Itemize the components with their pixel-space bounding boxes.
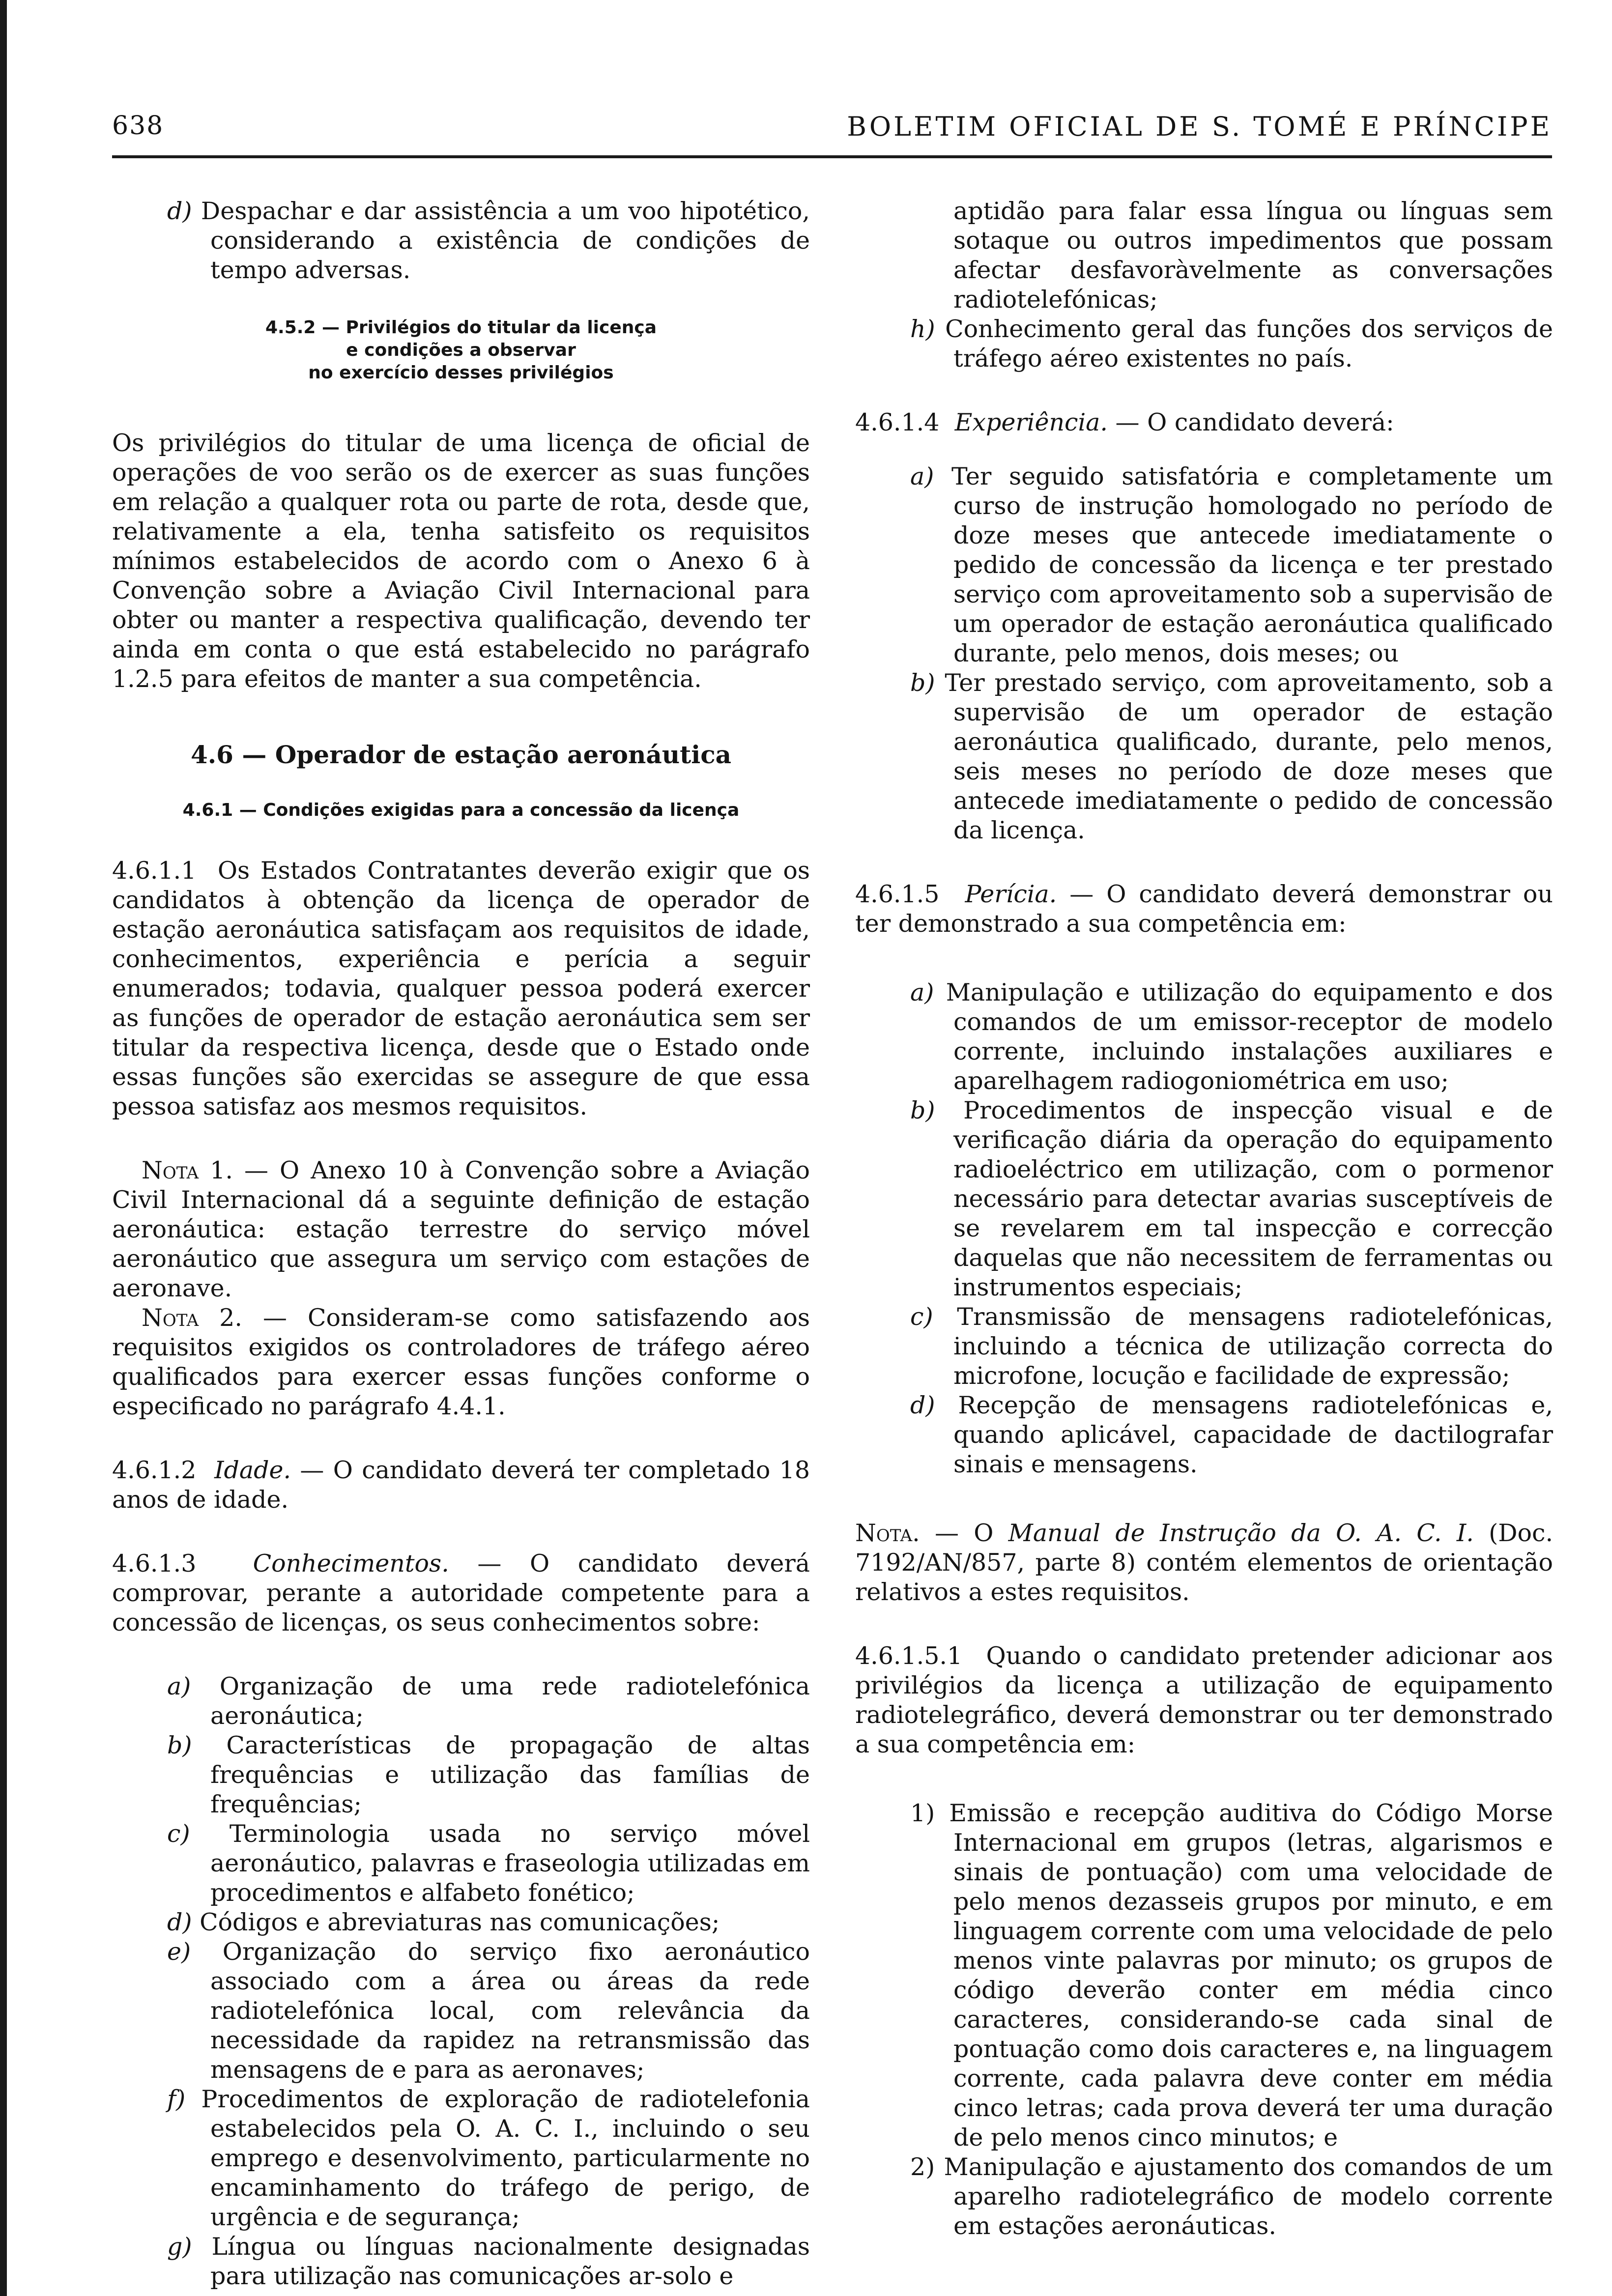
note-1 [112,1156,810,1303]
clause-number: 4.6.1.5.1 [855,1642,963,1670]
paragraph-4611 [112,856,810,1121]
knowledge-list [112,1672,810,2291]
heading-line: 4.5.2 — Privilégios do titular da licença [265,317,657,338]
journal-title: BOLETIM OFICIAL DE S. TOMÉ E PRÍNCIPE [847,111,1552,142]
heading-line: no exercício desses privilégios [308,363,614,383]
list-item [855,1302,1553,1391]
list-item [112,2232,810,2291]
list-item-continuation: aptidão para falar essa língua ou línguas sem sotaque ou outros impedimentos que possam afectar desfavoràvelmente as conversações radiotelefónicas; [953,197,1553,314]
left-column [112,197,810,2291]
clause-text: — O candidato deverá ter completado 18 anos de idade. [112,1456,810,1514]
item-letter: e) [167,1938,191,1966]
list-item [855,1799,1553,2152]
note [855,1519,1553,1607]
note-dash: — O [934,1519,994,1547]
right-column [855,197,1553,2241]
list-item [855,1391,1553,1479]
skill-list [855,978,1553,1479]
item-letter: d) [167,197,192,225]
item-letter: b) [910,1096,935,1124]
item-text: Manipulação e utilização do equipamento e dos comandos de um emissor-receptor de modelo corrente, incluindo instalações auxiliares e aparelhagem radiogoniométrica em uso; [946,978,1554,1095]
list-item [112,1908,810,1937]
list-item [855,2152,1553,2241]
note-text: — O Anexo 10 à Convenção sobre a Aviação Civil Internacional dá a seguinte definição de estação aeronáutica: estação terrestre do serviço móvel aeronáutico que assegura um serviço com estações de aeronave. [112,1156,810,1302]
list-item [112,1819,810,1908]
item-text: Língua ou línguas nacionalmente designadas para utilização nas comunicações ar-solo e [210,2233,810,2290]
paragraph-46151 [855,1641,1553,1759]
item-letter: d) [167,1908,192,1936]
item-text: Emissão e recepção auditiva do Código Morse Internacional em grupos (letras, algarismos e sinais de pontuação) com uma velocidade de pelo menos dezasseis grupos por minuto, e em linguagem corrente com uma velocidade de pelo menos vinte palavras por minuto; os grupos de código deverão conter em média cinco caracteres, considerando-se cada sinal de pontuação como dois caracteres e, na linguagem corrente, cada palavra deve conter em média cinco letras; cada prova deverá ter uma duração de pelo menos cinco minutos; e [949,1799,1553,2152]
paragraph-4615 [855,880,1553,939]
note-label: Nota 2. [142,1304,242,1332]
note-2 [112,1303,810,1421]
list-item [855,978,1553,1096]
scan-edge [0,0,7,2296]
clause-number: 4.6.1.1 [112,857,197,885]
clause-number: 4.6.1.4 [855,408,940,436]
item-letter: a) [910,978,934,1006]
paragraph-4612 [112,1456,810,1515]
clause-title: Conhecimentos. [253,1550,449,1578]
note-italic: Manual de Instrução da O. A. C. I. [1008,1519,1474,1547]
list-item [112,1672,810,1731]
note-label: Nota 1. [142,1156,233,1184]
paragraph-4613 [112,1549,810,1637]
item-text: Conhecimento geral das funções dos serviços de tráfego aéreo existentes no país. [945,315,1554,373]
page-header [112,107,1552,146]
item-letter: h) [910,315,935,343]
item-text: Recepção de mensagens radiotelefónicas e, quando aplicável, capacidade de dactilografar sinais e mensagens. [953,1391,1553,1478]
list-item [855,1096,1553,1302]
list-item [855,462,1553,668]
page-number: 638 [112,111,164,141]
list-item [112,2085,810,2232]
item-number: 2) [910,2153,935,2181]
item-letter: b) [910,669,935,697]
section-heading-461: 4.6.1 — Condições exigidas para a concessão da licença [182,800,740,820]
item-text: Procedimentos de inspecção visual e de verificação diária da operação do equipamento radioeléctrico em utilização, com o pormenor necessário para detectar avarias susceptíveis de se revelarem em tal inspecção e correcção daquelas que não necessitem de ferramentas ou instrumentos especiais; [953,1096,1554,1301]
list-item [112,1731,810,1819]
item-text: Códigos e abreviaturas nas comunicações; [200,1908,720,1936]
clause-text: — O candidato deverá: [1115,408,1394,436]
list-item [855,668,1553,845]
clause-number: 4.6.1.5 [855,880,940,908]
radiotelegraph-list [855,1799,1553,2241]
note-text: (Doc. 7192/AN/857, parte 8) contém elementos de orientação relativos a estes requisitos. [855,1519,1554,1606]
item-text: Organização de uma rede radiotelefónica aeronáutica; [210,1672,810,1730]
section-heading-452 [112,316,810,384]
experience-list [855,462,1553,845]
item-letter: c) [167,1820,190,1848]
note-label: Nota. [855,1519,920,1547]
item-letter: d) [910,1391,935,1419]
clause-number: 4.6.1.2 [112,1456,197,1484]
item-letter: g) [167,2233,192,2261]
item-letter: c) [910,1303,933,1331]
clause-text: Os Estados Contratantes deverão exigir que os candidatos à obtenção da licença de operador de estação aeronáutica satisfaçam aos requisitos de idade, conhecimentos, experiência e perícia a seguir enumerados; todavia, qualquer pessoa poderá exercer as funções de operador de estação aeronáutica sem ser titular da respectiva licença, desde que o Estado onde essas funções são exercidas se assegure de que essa pessoa satisfaz aos mesmos requisitos. [112,857,810,1120]
item-text: Ter prestado serviço, com aproveitamento, sob a supervisão de um operador de estação aeronáutica qualificado, durante, pelo menos, seis meses no período de doze meses que antecede imediatamente o pedido de concessão da licença. [945,669,1553,844]
section-heading-46: 4.6 — Operador de estação aeronáutica [190,740,732,769]
item-letter: a) [167,1672,191,1700]
item-text: Ter seguido satisfatória e completamente um curso de instrução homologado no período de doze meses que antecede imediatamente o pedido de concessão da licença e ter prestado serviço com aproveitamento sob a supervisão de um operador de estação aeronáutica qualificado durante, pelo menos, dois meses; ou [951,462,1553,667]
item-text: Procedimentos de exploração de radiotelefonia estabelecidos pela O. A. C. I., incluindo o seu emprego e desenvolvimento, particularmente no encaminhamento do tráfego de perigo, de urgência e de segurança; [201,2085,810,2231]
clause-text: — O candidato deverá demonstrar ou ter demonstrado a sua competência em: [855,880,1553,938]
item-number: 1) [910,1799,935,1827]
clause-text: Quando o candidato pretender adicionar aos privilégios da licença a utilização de equipamento radiotelegráfico, deverá demonstrar ou ter demonstrado a sua competência em: [855,1642,1554,1758]
list-item [855,315,1553,373]
item-text: Transmissão de mensagens radiotelefónicas, incluindo a técnica de utilização correcta do microfone, locução e facilidade de expressão; [953,1303,1553,1390]
item-text: Características de propagação de altas frequências e utilização das famílias de frequências; [210,1731,810,1818]
paragraph-452: Os privilégios do titular de uma licença de oficial de operações de voo serão os de exercer as suas funções em relação a qualquer rota ou parte de rota, desde que, relativamente a ela, tenha satisfeito os requisitos mínimos estabelecidos de acordo com o Anexo 6 à Convenção sobre a Aviação Civil Internacional para obter ou manter a respectiva qualificação, devendo ter ainda em conta o que está estabelecido no parágrafo 1.2.5 para efeitos de manter a sua competência. [112,429,810,693]
list-item [112,1937,810,2085]
item-text: Despachar e dar assistência a um voo hipotético, considerando a existência de condições de tempo adversas. [201,197,810,284]
clause-text: — O candidato deverá comprovar, perante a autoridade competente para a concessão de licenças, os seus conhecimentos sobre: [112,1550,810,1636]
item-text: Organização do serviço fixo aeronáutico associado com a área ou áreas da rede radiotelefónica local, com relevância da necessidade da rapidez na retransmissão das mensagens de e para as aeronaves; [210,1938,810,2084]
item-letter: b) [167,1731,192,1759]
clause-number: 4.6.1.3 [112,1550,197,1578]
clause-title: Perícia. [965,880,1057,908]
header-rule [112,155,1552,158]
heading-line: e condições a observar [346,340,576,360]
note-text: — Consideram-se como satisfazendo aos requisitos exigidos os controladores de tráfego aéreo qualificados para exercer essas funções conforme o especificado no parágrafo 4.4.1. [112,1304,810,1420]
clause-title: Idade. [214,1456,291,1484]
paragraph-4614 [855,408,1553,437]
item-text: Terminologia usada no serviço móvel aeronáutico, palavras e fraseologia utilizadas em procedimentos e alfabeto fonético; [210,1820,810,1907]
item-text: Manipulação e ajustamento dos comandos de um aparelho radiotelegráfico de modelo corrente em estações aeronáuticas. [944,2153,1553,2240]
clause-title: Experiência. [954,408,1108,436]
list-item [112,197,810,285]
item-letter: a) [910,462,934,490]
item-letter: f) [167,2085,186,2113]
